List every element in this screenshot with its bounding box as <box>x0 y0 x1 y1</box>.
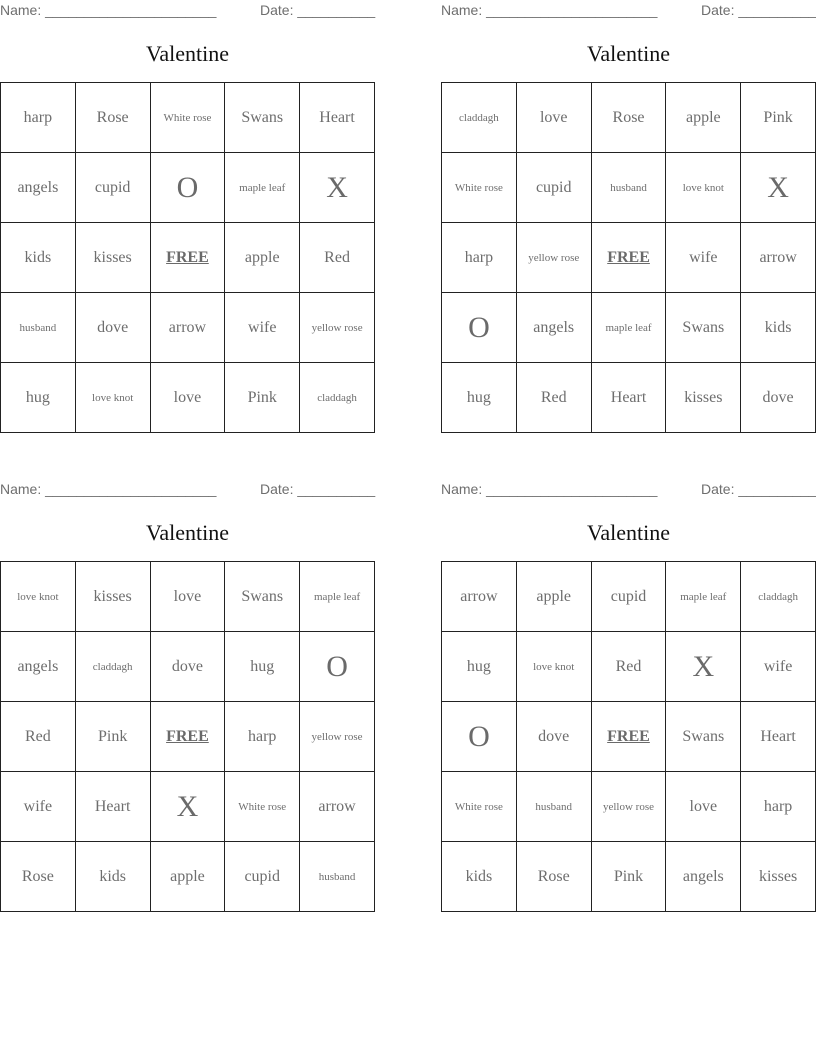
bingo-cell: kids <box>741 293 816 363</box>
card-header <box>441 481 816 499</box>
bingo-cell: love <box>150 363 225 433</box>
bingo-cell: wife <box>1 772 76 842</box>
bingo-cell: wife <box>666 223 741 293</box>
bingo-cell: arrow <box>150 293 225 363</box>
bingo-cell: claddagh <box>75 632 150 702</box>
card-title: Valentine <box>586 41 671 66</box>
bingo-cell: Rose <box>591 83 666 153</box>
card-header <box>0 2 375 20</box>
bingo-cell: kisses <box>75 223 150 293</box>
bingo-cell: kids <box>1 223 76 293</box>
bingo-cell: Red <box>516 363 591 433</box>
grid-row <box>442 702 816 772</box>
bingo-cell: husband <box>300 842 375 912</box>
bingo-cell: Rose <box>1 842 76 912</box>
bingo-cell: kids <box>442 842 517 912</box>
bingo-cell: dove <box>516 702 591 772</box>
bingo-cell: cupid <box>225 842 300 912</box>
bingo-cell: White rose <box>442 772 517 842</box>
bingo-cell: cupid <box>75 153 150 223</box>
grid-row <box>442 293 816 363</box>
bingo-cell: love <box>516 83 591 153</box>
bingo-cell: Pink <box>741 83 816 153</box>
bingo-cell: yellow rose <box>591 772 666 842</box>
bingo-cell: Heart <box>741 702 816 772</box>
card-header <box>441 2 816 20</box>
bingo-cell: dove <box>150 632 225 702</box>
name-field-label: Name: ______________________ <box>0 2 217 18</box>
bingo-cell: Swans <box>666 702 741 772</box>
date-field-label: Date: __________ <box>260 481 376 497</box>
bingo-cell: Heart <box>300 83 375 153</box>
bingo-cell: White rose <box>150 83 225 153</box>
name-field-label: Name: ______________________ <box>441 481 658 497</box>
bingo-cell: X <box>666 632 741 702</box>
bingo-cell: angels <box>666 842 741 912</box>
bingo-cell: hug <box>442 632 517 702</box>
bingo-cell: O <box>150 153 225 223</box>
bingo-cell: dove <box>741 363 816 433</box>
bingo-cell: apple <box>516 562 591 632</box>
bingo-cell: harp <box>1 83 76 153</box>
bingo-cell: apple <box>666 83 741 153</box>
grid-row <box>1 293 375 363</box>
bingo-cell: wife <box>741 632 816 702</box>
bingo-cell: Swans <box>666 293 741 363</box>
grid-row <box>442 632 816 702</box>
bingo-grid <box>441 561 816 912</box>
bingo-cell: Red <box>300 223 375 293</box>
bingo-cell: yellow rose <box>300 293 375 363</box>
bingo-cell: FREE <box>150 702 225 772</box>
grid-row <box>1 223 375 293</box>
bingo-cell: husband <box>516 772 591 842</box>
bingo-cell: maple leaf <box>591 293 666 363</box>
bingo-cell: apple <box>225 223 300 293</box>
bingo-grid <box>0 561 375 912</box>
card-title: Valentine <box>145 41 230 66</box>
bingo-cell: kisses <box>741 842 816 912</box>
bingo-cell: love <box>150 562 225 632</box>
bingo-cell: angels <box>1 632 76 702</box>
bingo-cell: arrow <box>442 562 517 632</box>
grid-row <box>442 772 816 842</box>
grid-row <box>1 772 375 842</box>
card-title: Valentine <box>145 520 230 545</box>
bingo-grid <box>441 82 816 433</box>
bingo-cell: X <box>741 153 816 223</box>
bingo-cell: cupid <box>591 562 666 632</box>
grid-row <box>442 83 816 153</box>
bingo-cell: O <box>442 293 517 363</box>
grid-row <box>442 842 816 912</box>
bingo-cell: angels <box>1 153 76 223</box>
bingo-cell: love knot <box>1 562 76 632</box>
bingo-cell: apple <box>150 842 225 912</box>
bingo-cell: arrow <box>300 772 375 842</box>
date-field-label: Date: __________ <box>701 481 816 497</box>
bingo-cell: X <box>150 772 225 842</box>
bingo-cell: X <box>300 153 375 223</box>
bingo-cell: hug <box>225 632 300 702</box>
bingo-cell: yellow rose <box>516 223 591 293</box>
grid-row <box>442 153 816 223</box>
bingo-cell: love knot <box>75 363 150 433</box>
bingo-cell: love <box>666 772 741 842</box>
bingo-cell: Red <box>591 632 666 702</box>
grid-row <box>442 363 816 433</box>
bingo-cell: Rose <box>516 842 591 912</box>
date-field-label: Date: __________ <box>260 2 376 18</box>
bingo-cell: Red <box>1 702 76 772</box>
bingo-cell: Pink <box>75 702 150 772</box>
bingo-cell: FREE <box>150 223 225 293</box>
grid-row <box>442 562 816 632</box>
bingo-cell: Swans <box>225 562 300 632</box>
bingo-cell: wife <box>225 293 300 363</box>
bingo-cell: love knot <box>666 153 741 223</box>
bingo-cell: maple leaf <box>300 562 375 632</box>
bingo-cell: kids <box>75 842 150 912</box>
grid-row <box>1 153 375 223</box>
grid-row <box>1 632 375 702</box>
bingo-cell: love knot <box>516 632 591 702</box>
bingo-cell: maple leaf <box>666 562 741 632</box>
bingo-cell: hug <box>442 363 517 433</box>
grid-row <box>1 562 375 632</box>
grid-row <box>1 83 375 153</box>
bingo-cell: kisses <box>666 363 741 433</box>
card-header <box>0 481 375 499</box>
bingo-cell: dove <box>75 293 150 363</box>
bingo-cell: Heart <box>591 363 666 433</box>
bingo-cell: FREE <box>591 223 666 293</box>
card-title: Valentine <box>586 520 671 545</box>
bingo-cell: husband <box>591 153 666 223</box>
name-field-label: Name: ______________________ <box>441 2 658 18</box>
bingo-cell: kisses <box>75 562 150 632</box>
bingo-cell: yellow rose <box>300 702 375 772</box>
bingo-cell: arrow <box>741 223 816 293</box>
name-field-label: Name: ______________________ <box>0 481 217 497</box>
bingo-cell: husband <box>1 293 76 363</box>
grid-row <box>1 702 375 772</box>
bingo-cell: maple leaf <box>225 153 300 223</box>
bingo-cell: FREE <box>591 702 666 772</box>
bingo-cell: claddagh <box>300 363 375 433</box>
bingo-cell: angels <box>516 293 591 363</box>
bingo-cell: harp <box>442 223 517 293</box>
bingo-cell: harp <box>741 772 816 842</box>
date-field-label: Date: __________ <box>701 2 816 18</box>
bingo-cell: cupid <box>516 153 591 223</box>
bingo-cell: harp <box>225 702 300 772</box>
bingo-cell: Rose <box>75 83 150 153</box>
grid-row <box>1 363 375 433</box>
bingo-cell: claddagh <box>741 562 816 632</box>
bingo-cell: O <box>442 702 517 772</box>
bingo-cell: White rose <box>442 153 517 223</box>
bingo-cell: Pink <box>225 363 300 433</box>
bingo-cell: Pink <box>591 842 666 912</box>
bingo-cell: hug <box>1 363 76 433</box>
bingo-cell: Swans <box>225 83 300 153</box>
grid-row <box>442 223 816 293</box>
grid-row <box>1 842 375 912</box>
bingo-cell: claddagh <box>442 83 517 153</box>
bingo-cell: O <box>300 632 375 702</box>
bingo-cell: White rose <box>225 772 300 842</box>
bingo-grid <box>0 82 375 433</box>
bingo-cell: Heart <box>75 772 150 842</box>
